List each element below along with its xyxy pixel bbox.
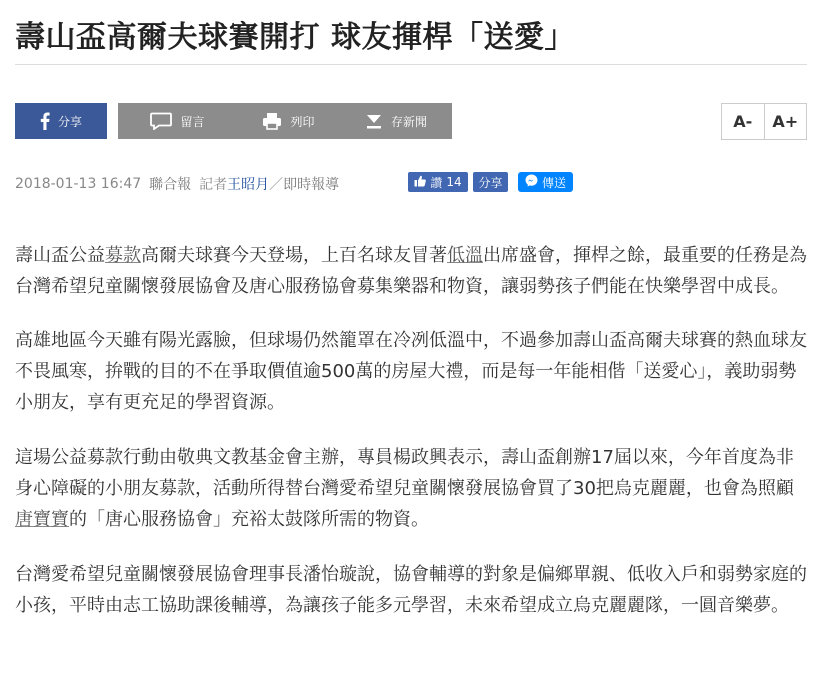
article-paragraph-1: 壽山盃公益募款高爾夫球賽今天登場，上百名球友冒著低溫出席盛會，揮桿之餘，最重要的任務是為台灣希望兒童關懷發展協會及唐心服務協會募集樂器和物資，讓弱勢孩子們能在快樂學習中成長。 [15, 245, 807, 297]
keyword-link-down-syndrome[interactable]: 唐寶寶 [15, 509, 69, 530]
keyword-link-fundraising[interactable]: 募款 [105, 245, 141, 266]
meta-separator: ／ [269, 177, 284, 193]
fb-share-button[interactable]: 分享 [473, 172, 508, 192]
thumbs-up-icon [414, 175, 426, 190]
article-paragraph-3: 這場公益募款行動由敬典文教基金會主辦，專員楊政興表示，壽山盃創辦17屆以來，今年首度為非身心障礙的小朋友募款，活動所得替台灣愛希望兒童關懷發展協會買了30把烏克麗麗，也會為照顧唐寶寶的「唐心服務協會」充裕太鼓隊所需的物資。 [15, 447, 794, 530]
messenger-icon [525, 174, 538, 190]
messenger-send-button[interactable] [518, 172, 573, 192]
comment-icon [150, 112, 172, 130]
print-label: 列印 [290, 114, 315, 129]
share-label: 分享 [57, 114, 82, 129]
source-link[interactable]: 聯合報 [149, 177, 192, 193]
reporter-prefix: 記者 [199, 177, 228, 193]
fb-like-button[interactable] [408, 172, 468, 192]
printer-icon [262, 112, 282, 130]
category-link[interactable]: 即時報導 [283, 177, 340, 193]
publish-datetime: 2018-01-13 16:47 [15, 176, 142, 192]
font-decrease-button[interactable]: A- [733, 112, 753, 131]
article-meta [15, 175, 339, 193]
like-count: 14 [446, 175, 462, 189]
send-label: 傳送 [541, 175, 566, 190]
facebook-icon [40, 112, 50, 130]
article-paragraph-4: 台灣愛希望兒童關懷發展協會理事長潘怡璇說，協會輔導的對象是偏鄉單親、低收入戶和弱勢家庭的小孩，平時由志工協助課後輔導，為讓孩子能多元學習，未來希望成立烏克麗麗隊，一圓音樂夢。 [15, 564, 807, 616]
keyword-link-low-temperature[interactable]: 低溫 [447, 245, 483, 266]
font-increase-button[interactable]: A+ [764, 104, 807, 139]
print-button[interactable] [229, 103, 348, 139]
facebook-share-button[interactable] [15, 103, 107, 139]
download-icon [365, 112, 383, 130]
article-paragraph-2: 高雄地區今天雖有陽光露臉，但球場仍然籠罩在冷冽低溫中，不過參加壽山盃高爾夫球賽的熱血球友不畏風寒，拚戰的目的不在爭取價值逾500萬的房屋大禮，而是每一年能相偕「送愛心」，義助弱勢小朋友，享有更充足的學習資源。 [15, 330, 807, 413]
title-divider [15, 64, 807, 65]
article-body [15, 240, 807, 645]
save-label: 存新聞 [390, 114, 427, 129]
comment-label: 留言 [180, 114, 205, 129]
like-label: 讚 [430, 175, 443, 190]
page-title: 壽山盃高爾夫球賽開打 球友揮桿「送愛」 [15, 20, 575, 55]
comment-button[interactable] [118, 103, 237, 139]
save-news-button[interactable] [340, 103, 452, 139]
font-size-controls [721, 103, 807, 140]
reporter-link[interactable]: 王昭月 [227, 177, 270, 193]
